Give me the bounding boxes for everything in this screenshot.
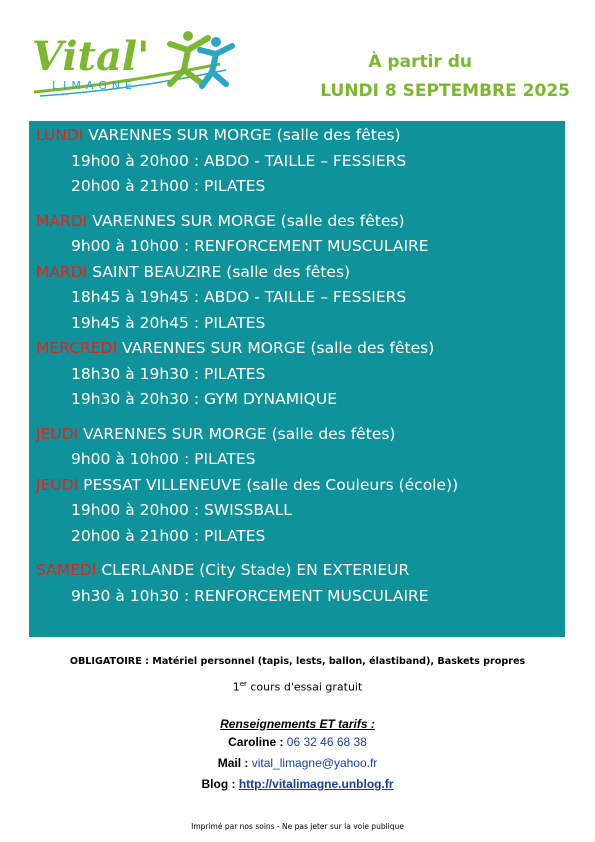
schedule-day-row [36,123,566,149]
class-row: 9h00 à 10h00 : RENFORCEMENT MUSCULAIRE [71,237,429,255]
location-label: PESSAT VILLENEUVE (salle des Couleurs (école)) [83,475,459,494]
blog-link[interactable]: http://vitalimagne.unblog.fr [238,776,394,791]
logo-subtitle: LIMAGNE [52,79,137,92]
location-label: VARENNES SUR MORGE (salle des fêtes) [92,211,405,230]
mail-link[interactable]: vital_limagne@yahoo.fr [251,755,378,770]
class-row: 19h45 à 20h45 : PILATES [71,313,266,332]
day-label: MARDI [36,262,88,281]
day-label: JEUDI [36,475,79,494]
class-row: 20h00 à 21h00 : PILATES [71,526,266,545]
free-trial-note [0,674,595,698]
logo-wordmark: Vital' [32,33,150,80]
vital-limagne-logo [30,26,240,106]
location-label: VARENNES SUR MORGE (salle des fêtes) [83,424,396,443]
info-heading: Renseignements ET tarifs : [220,716,375,731]
schedule-day-row [36,558,566,584]
contact-mail [0,753,595,774]
location-label: VARENNES SUR MORGE (salle des fêtes) [122,339,435,357]
start-date-headline [270,48,570,106]
day-label: JEUDI [36,424,79,443]
logo-graphic [30,26,240,106]
class-row: 19h30 à 20h30 : GYM DYNAMIQUE [71,390,338,408]
phone-number[interactable]: 06 32 46 68 38 [286,734,367,749]
class-row: 18h45 à 19h45 : ABDO - TAILLE – FESSIERS [71,288,407,306]
phone-label: Caroline : [228,734,284,749]
schedule-day-row [36,422,566,448]
mandatory-text: Matériel personnel (tapis, lests, ballon, élastiband), Baskets propres [152,656,526,667]
trial-text: cours d'essai gratuit [246,680,363,694]
headline-line2: LUNDI 8 SEPTEMBRE 2025 [320,81,570,101]
trial-superscript: er [239,680,247,688]
schedule-day-row [36,336,566,362]
print-notice: Imprimé par nos soins - Ne pas jeter sur la voie publique [191,821,404,831]
class-row: 19h00 à 20h00 : SWISSBALL [71,501,292,519]
day-label: MERCREDI [36,339,118,357]
mandatory-equipment-note [0,652,595,672]
mandatory-label: OBLIGATOIRE : [69,656,149,667]
schedule-day-row [36,209,566,235]
day-label: LUNDI [36,126,84,144]
blog-label: Blog : [201,776,236,791]
location-label: CLERLANDE (City Stade) EN EXTERIEUR [101,561,410,579]
class-row: 18h30 à 19h30 : PILATES [71,364,266,383]
class-row: 20h00 à 21h00 : PILATES [71,177,266,195]
trial-number: 1 [232,680,240,694]
day-label: MARDI [36,211,88,230]
schedule-day-row [36,260,566,286]
footer-info [0,652,595,831]
class-row: 19h00 à 20h00 : ABDO - TAILLE – FESSIERS [71,151,407,170]
day-label: SAMEDI [36,561,97,579]
contact-blog [0,774,595,795]
class-row: 9h00 à 10h00 : PILATES [71,450,256,468]
schedule-list [36,123,566,609]
mail-label: Mail : [217,755,249,770]
location-label: VARENNES SUR MORGE (salle des fêtes) [88,126,401,144]
location-label: SAINT BEAUZIRE (salle des fêtes) [92,262,351,281]
headline-line1: À partir du [368,52,472,72]
schedule-day-row [36,473,566,499]
class-row: 9h30 à 10h30 : RENFORCEMENT MUSCULAIRE [71,586,429,605]
contact-phone [0,732,595,753]
